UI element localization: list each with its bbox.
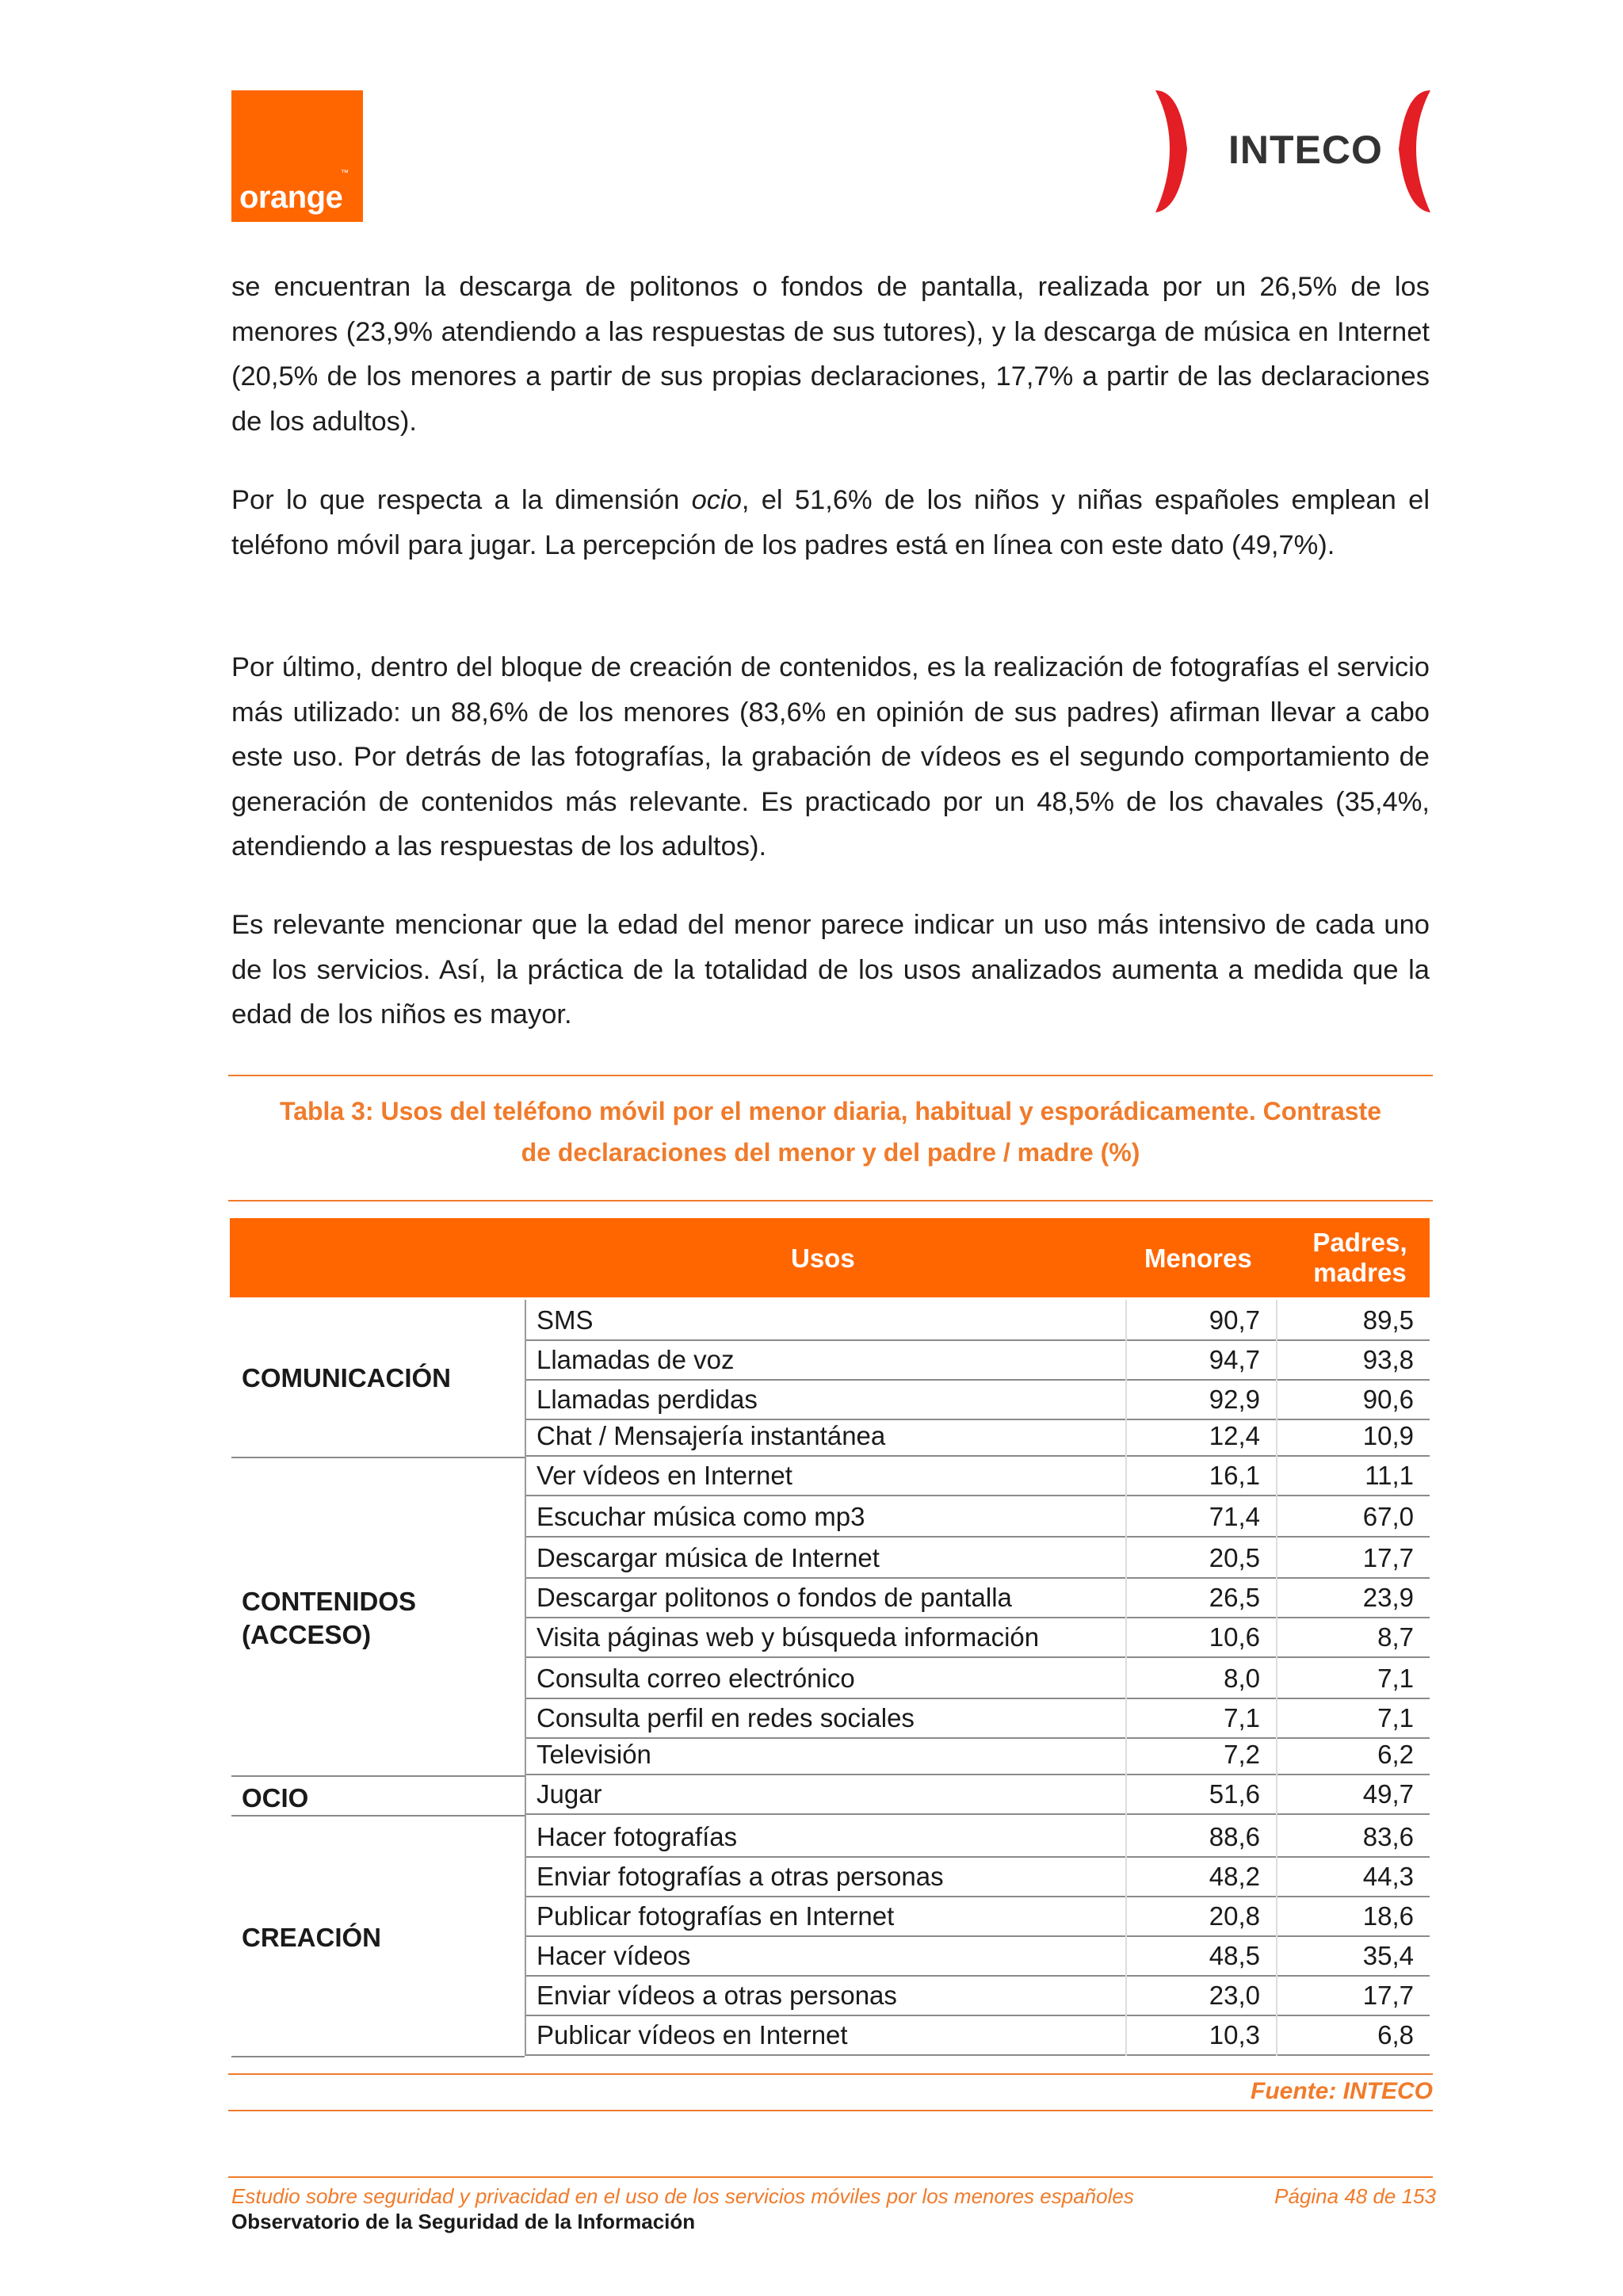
table-row: Publicar fotografías en Internet 20,8 18,6 (525, 1896, 1430, 1937)
table-row: Hacer vídeos 48,5 35,4 (525, 1935, 1430, 1977)
category-contenidos: CONTENIDOS (ACCESO) (242, 1587, 417, 1649)
header-padres: Padres, madres (1312, 1228, 1407, 1287)
table-bottom-rule (228, 2073, 1433, 2075)
caption-bottom-rule (228, 1200, 1433, 1201)
footer-rule (228, 2176, 1433, 2178)
category-divider (231, 2056, 525, 2057)
table-row: Publicar vídeos en Internet 10,3 6,8 (525, 2015, 1430, 2056)
inteco-logo (1149, 86, 1442, 220)
category-divider (231, 1775, 525, 1777)
table-row: Descargar politonos o fondos de pantalla 26,5 23,9 (525, 1577, 1430, 1618)
footer-study-title: Estudio sobre seguridad y privacidad en el uso de los servicios móviles por los menores españoles (231, 2184, 1134, 2208)
table-row: Ver vídeos en Internet 16,1 11,1 (525, 1457, 1430, 1496)
table-row: Televisión 7,2 6,2 (525, 1737, 1430, 1775)
table-row: Consulta correo electrónico 8,0 7,1 (525, 1658, 1430, 1699)
orange-logo: ™ orange (231, 90, 363, 222)
table-row: Visita páginas web y búsqueda información 10,6 8,7 (525, 1617, 1430, 1658)
inteco-logo-text: INTECO (1228, 128, 1383, 172)
table-row: Enviar vídeos a otras personas 23,0 17,7 (525, 1975, 1430, 2016)
col-divider-padres (1276, 1300, 1277, 2056)
table-row: Enviar fotografías a otras personas 48,2 44,3 (525, 1856, 1430, 1897)
table-row: Hacer fotografías 88,6 83,6 (525, 1817, 1430, 1858)
category-creacion: CREACIÓN (242, 1923, 382, 1952)
caption-top-rule (228, 1075, 1433, 1076)
header-menores: Menores (1144, 1244, 1252, 1273)
table-caption: Tabla 3: Usos del teléfono móvil por el menor diaria, habitual y esporádicamente. Contraste de declaraciones del menor y del padre / madre (%) (280, 1097, 1381, 1167)
source-bottom-rule (228, 2110, 1433, 2111)
paragraph-2: Por lo que respecta a la dimensión ocio, el 51,6% de los niños y niñas españoles emplean el teléfono móvil para jugar. La percepción de los padres está en línea con este dato (49,7%). (231, 485, 1430, 560)
table-row: Descargar música de Internet 20,5 17,7 (525, 1538, 1430, 1579)
category-divider (231, 1815, 525, 1817)
orange-logo-text: orange (239, 180, 343, 215)
paragraph-1: se encuentran la descarga de politonos o fondos de pantalla, realizada por un 26,5% de los menores (23,9% atendiendo a las respuestas de sus tutores), y la descarga de música en Internet (20,5% de los menores a partir de sus propias declaraciones, 17,7% a partir de las declaraciones de los adultos). (231, 272, 1430, 437)
table-row: Jugar 51,6 49,7 (525, 1775, 1430, 1815)
category-comunicacion: COMUNICACIÓN (242, 1363, 451, 1392)
paragraph-4: Es relevante mencionar que la edad del menor parece indicar un uso más intensivo de cada uno de los servicios. Así, la práctica de la totalidad de los usos analizados aumenta a medida que la edad de los niños es mayor. (231, 910, 1430, 1030)
table-row: Consulta perfil en redes sociales 7,1 7,1 (525, 1698, 1430, 1739)
paragraph-3: Por último, dentro del bloque de creación de contenidos, es la realización de fotografías el servicio más utilizado: un 88,6% de los menores (83,6% en opinión de sus padres) afirman llevar a cabo este uso. Por detrás de las fotografías, la grabación de vídeos es el segundo comportamiento de generación de contenidos más relevante. Es practicado por un 48,5% de los chavales (35,4%, atendiendo a las respuestas de los adultos). (231, 652, 1430, 861)
footer-organization: Observatorio de la Seguridad de la Información (231, 2210, 696, 2233)
table-row: Chat / Mensajería instantánea 12,4 10,9 (525, 1419, 1430, 1457)
table-row: SMS 90,7 89,5 (525, 1300, 1430, 1341)
table-header (230, 1218, 1430, 1297)
col-divider-menores (1125, 1300, 1127, 2056)
category-divider (231, 1457, 525, 1458)
table-row: Llamadas de voz 94,7 93,8 (525, 1339, 1430, 1381)
footer-page-number: Página 48 de 153 (1274, 2184, 1436, 2208)
table-row: Llamadas perdidas 92,9 90,6 (525, 1379, 1430, 1420)
category-ocio: OCIO (242, 1783, 309, 1813)
table-source: Fuente: INTECO (1251, 2078, 1433, 2104)
header-usos: Usos (791, 1244, 855, 1273)
col-divider-usos (525, 1300, 526, 2056)
table-row: Escuchar música como mp3 71,4 67,0 (525, 1496, 1430, 1538)
